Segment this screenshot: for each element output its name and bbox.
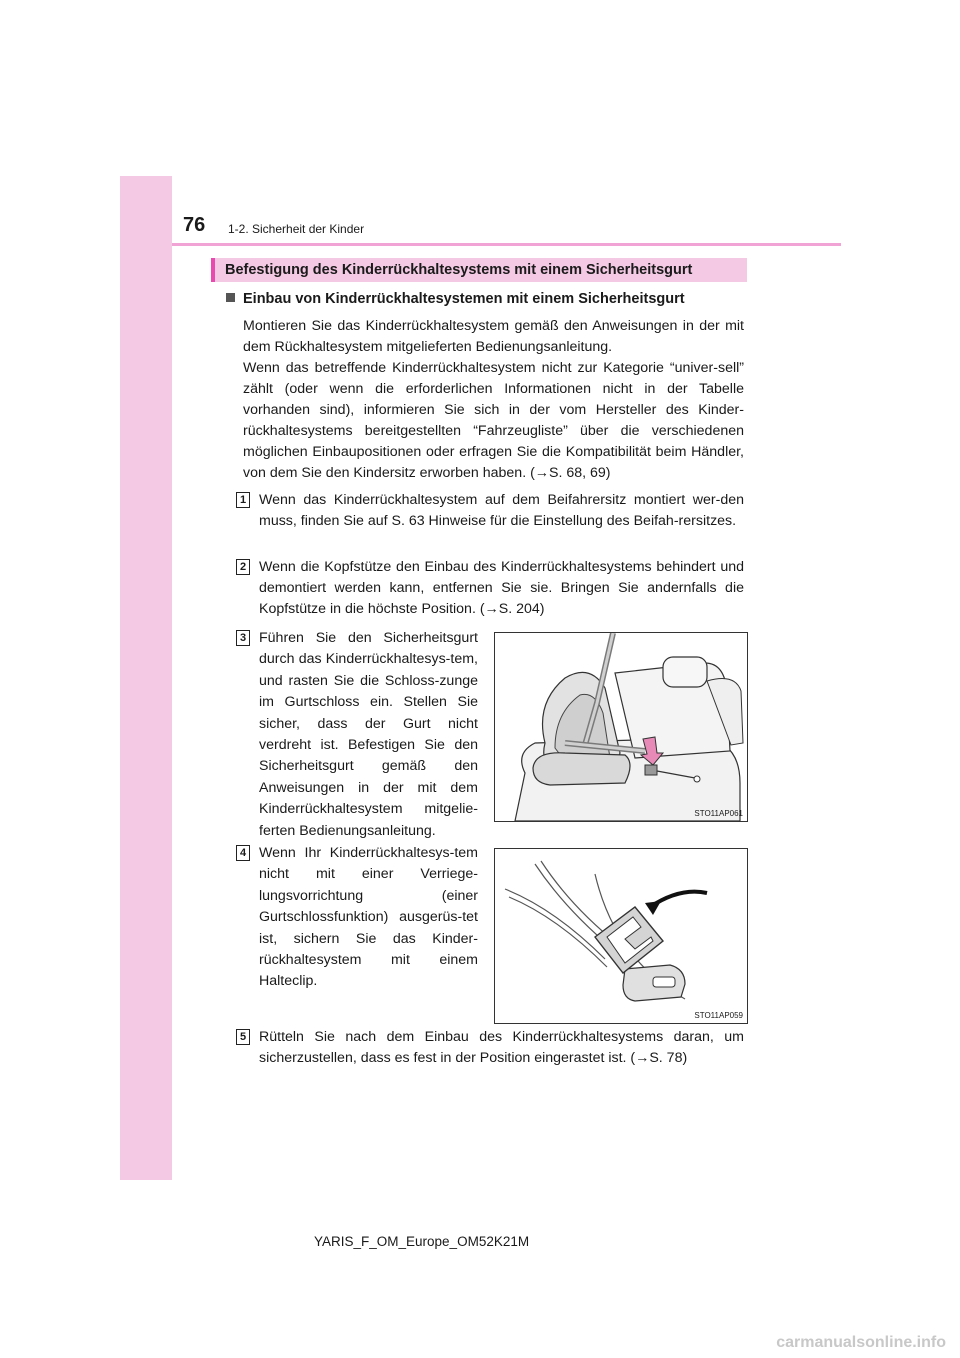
- step-5-text: Rütteln Sie nach dem Einbau des Kinderrückhaltesystems daran, um sicherzustellen, dass es fest in der Position eingerastet ist. (→S. 78): [259, 1029, 744, 1066]
- step-2-text: Wenn die Kopfstütze den Einbau des Kinderrückhaltesystems behindert und demontiert werden kann, entfernen Sie sie. Bringen Sie andernfalls die Kopfstütze in die höchste Position. (→S. 204): [259, 559, 744, 617]
- figure-code: STO11AP059: [694, 1011, 743, 1020]
- figure-code: STO11AP061: [694, 809, 743, 818]
- header-divider: [172, 243, 841, 246]
- step-number-badge: 3: [236, 630, 250, 646]
- step-number-badge: 5: [236, 1029, 250, 1045]
- document-footer: YARIS_F_OM_Europe_OM52K21M: [314, 1234, 530, 1249]
- step-4-text: Wenn Ihr Kinderrückhaltesys-tem nicht mit einer Verriege-lungsvorrichtung (einer Gurtschlossfunktion) ausgerüs-tet ist, sichern Sie das Kinder-rückhaltesystem mit einem Halteclip.: [259, 845, 478, 990]
- step-1-text: Wenn das Kinderrückhaltesystem auf dem Beifahrersitz montiert wer-den muss, finden Sie auf S. 63 Hinweise für die Einstellung des Beifah-rersitzes.: [259, 492, 744, 529]
- subheading-text: Einbau von Kinderrückhaltesystemen mit einem Sicherheitsgurt: [243, 291, 685, 307]
- step-number-badge: 1: [236, 492, 250, 508]
- watermark: carmanualsonline.info: [776, 1334, 946, 1351]
- intro-paragraph-2: Wenn das betreffende Kinderrückhaltesystem nicht zur Kategorie “univer-sell” zählt (oder wenn die erforderlichen Informationen nicht in der Tabelle vorhanden sind), informieren Sie sich in der vom Hersteller des Kinder-rückhaltesystems bereitgestellten “Fahrzeugliste” über die verschiedenen möglichen Einbaupositionen oder erfragen Sie die Kompatibilität beim Händler, von dem Sie den Kindersitz erworben haben. (→S. 68, 69): [243, 360, 744, 481]
- section-title: Befestigung des Kinderrückhaltesystems mit einem Sicherheitsgurt: [211, 258, 747, 282]
- child-seat-belt-illustration-icon: [495, 633, 747, 821]
- locking-clip-illustration-icon: [495, 849, 747, 1023]
- chapter-sidebar-tab: [120, 176, 172, 1180]
- chapter-title: 1-2. Sicherheit der Kinder: [228, 222, 365, 236]
- subheading: [226, 289, 685, 309]
- step-number-badge: 4: [236, 845, 250, 861]
- bullet-square-icon: [226, 293, 235, 302]
- page-number: 76: [183, 214, 206, 236]
- step-3-text: Führen Sie den Sicherheitsgurt durch das Kinderrückhaltesys-tem, und rasten Sie die Schloss-zunge im Gurtschloss ein. Stellen Sie sicher, dass der Gurt nicht verdreht ist. Befestigen Sie den Sicherheitsgurt gemäß den Anweisungen in der mit dem Kinderrückhaltesystem mitgelie-ferten Bedienungsanleitung.: [259, 630, 478, 839]
- figure-child-seat: [494, 632, 748, 822]
- intro-paragraph-1: Montieren Sie das Kinderrückhaltesystem gemäß den Anweisungen in der mit dem Rückhaltesystem mitgelieferten Bedienungsanleitung.: [243, 318, 744, 355]
- figure-locking-clip: [494, 848, 748, 1024]
- step-number-badge: 2: [236, 559, 250, 575]
